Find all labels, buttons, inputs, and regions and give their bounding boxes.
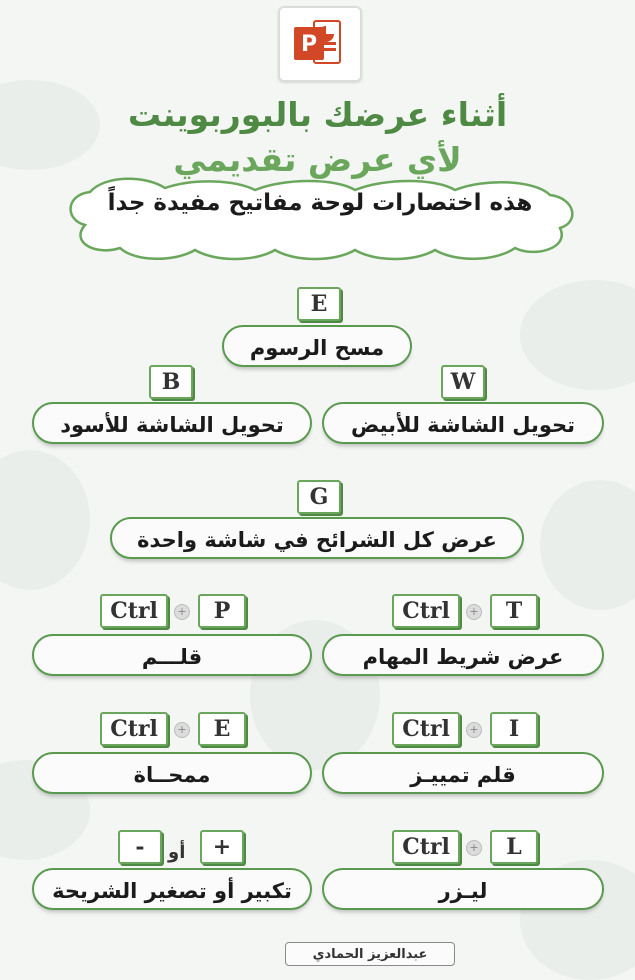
label-white-screen: تحويل الشاشة للأبيض [322,402,604,444]
logo-letter: P [300,32,318,57]
key-plus: + [200,830,244,864]
key-i: I [490,712,538,746]
plus-icon: + [466,840,482,856]
plus-icon: + [174,722,190,738]
key-b: B [149,365,193,399]
key-ctrl: Ctrl [392,712,460,746]
title-line-1: أثناء عرضك بالبوربوينت [127,95,508,134]
key-t: T [490,594,538,628]
key-ctrl: Ctrl [100,594,168,628]
key-ctrl: Ctrl [392,594,460,628]
cloud-banner [55,170,585,270]
background-blob [540,480,635,610]
background-blob [520,280,635,390]
label-pen: قلـــم [32,634,312,676]
powerpoint-logo [278,6,362,82]
plus-icon: + [466,604,482,620]
label-zoom: تكبير أو تصغير الشريحة [32,868,312,910]
label-eraser: ممحــاة [32,752,312,794]
key-ctrl: Ctrl [392,830,460,864]
label-black-screen: تحويل الشاشة للأسود [32,402,312,444]
label-all-slides: عرض كل الشرائح في شاشة واحدة [110,517,524,559]
key-w: W [441,365,485,399]
background-blob [0,450,90,590]
label-highlighter: قلم تمييـز [322,752,604,794]
key-minus: - [118,830,162,864]
key-p: P [198,594,246,628]
key-ctrl: Ctrl [100,712,168,746]
key-g: G [297,480,341,514]
author-name: عبدالعزيز الحمادي [285,942,455,966]
plus-icon: + [174,604,190,620]
plus-icon: + [466,722,482,738]
or-connector: أو [168,842,186,863]
subtitle: هذه اختصارات لوحة مفاتيح مفيدة جداً [107,190,533,216]
label-laser: ليـزر [322,868,604,910]
key-e: E [297,287,341,321]
key-l: L [490,830,538,864]
key-e-eraser: E [198,712,246,746]
title-line-2: لأي عرض تقديمي [173,140,462,179]
powerpoint-icon [280,8,360,80]
label-clear-drawings: مسح الرسوم [222,325,412,367]
label-taskbar: عرض شريط المهام [322,634,604,676]
